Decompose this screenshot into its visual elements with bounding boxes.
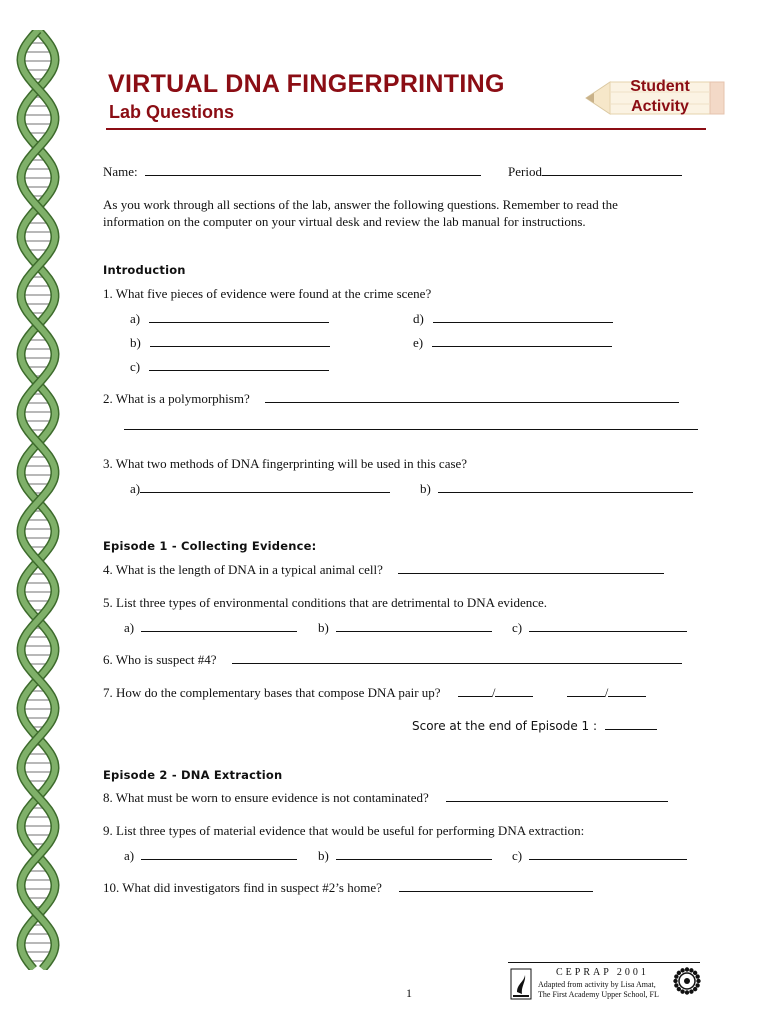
- answer-9c-blank[interactable]: [529, 847, 687, 860]
- answer-3a: a): [130, 480, 390, 497]
- answer-4-blank[interactable]: [398, 561, 664, 574]
- answer-1a-blank[interactable]: [149, 310, 329, 323]
- header-divider: [106, 128, 706, 130]
- question-3: 3. What two methods of DNA fingerprinting will be used in this case?: [103, 456, 468, 471]
- answer-5b: b): [318, 619, 492, 636]
- dna-helix-illustration: [0, 30, 80, 970]
- answer-1e: e): [413, 334, 612, 351]
- answer-3b-blank[interactable]: [438, 480, 693, 493]
- question-7: 7. How do the complementary bases that compose DNA pair up? / /: [103, 684, 646, 701]
- answer-9c: c): [512, 847, 687, 864]
- period-field: [508, 163, 682, 180]
- answer-9a: a): [124, 847, 297, 864]
- answer-5b-blank[interactable]: [336, 619, 492, 632]
- answer-1c: c): [130, 358, 329, 375]
- question-9: 9. List three types of material evidence that would be useful for performing DNA extraction:: [103, 823, 585, 838]
- question-6: 6. Who is suspect #4?: [103, 651, 682, 668]
- answer-5a-blank[interactable]: [141, 619, 297, 632]
- section-heading-episode-2: Episode 2 - DNA Extraction: [103, 768, 283, 782]
- name-label: Name:: [103, 164, 138, 179]
- answer-2-blank-line2[interactable]: [124, 417, 698, 430]
- question-5: 5. List three types of environmental conditions that are detrimental to DNA evidence.: [103, 595, 548, 610]
- question-4: 4. What is the length of DNA in a typical animal cell?: [103, 561, 664, 578]
- answer-9b: b): [318, 847, 492, 864]
- name-blank[interactable]: [145, 163, 481, 176]
- ceprap-logo-icon: [510, 968, 532, 1000]
- section-heading-episode-1: Episode 1 - Collecting Evidence:: [103, 539, 317, 553]
- answer-1b: b): [130, 334, 330, 351]
- answer-1b-blank[interactable]: [150, 334, 330, 347]
- answer-10-blank[interactable]: [399, 879, 593, 892]
- score-episode-1-blank[interactable]: [605, 717, 657, 730]
- answer-1d-blank[interactable]: [433, 310, 613, 323]
- answer-1d: d): [413, 310, 613, 327]
- question-2: 2. What is a polymorphism?: [103, 390, 679, 407]
- question-8: 8. What must be worn to ensure evidence is not contaminated?: [103, 789, 668, 806]
- answer-7-blank-4[interactable]: [608, 684, 646, 697]
- answer-9a-blank[interactable]: [141, 847, 297, 860]
- answer-3a-blank[interactable]: [140, 480, 390, 493]
- instructions-paragraph: As you work through all sections of the lab, answer the following questions. Remember to read the information on the computer on your virtual desk and review the lab manual for instructions.: [103, 197, 618, 229]
- student-activity-badge: [584, 76, 728, 120]
- badge-line-1: Student: [630, 78, 690, 95]
- answer-3b: b): [420, 480, 693, 497]
- footer-credit-line-1: Adapted from activity by Lisa Amat,: [538, 980, 656, 989]
- answer-9b-blank[interactable]: [336, 847, 492, 860]
- answer-7-blank-2[interactable]: [495, 684, 533, 697]
- page-title: VIRTUAL DNA FINGERPRINTING: [108, 70, 505, 98]
- answer-5c-blank[interactable]: [529, 619, 687, 632]
- footer-divider: [508, 962, 700, 963]
- answer-1c-blank[interactable]: [149, 358, 329, 371]
- footer-credit-line-2: The First Academy Upper School, FL: [538, 990, 659, 999]
- score-episode-1: Score at the end of Episode 1 :: [412, 717, 657, 733]
- answer-7-blank-1[interactable]: [458, 684, 492, 697]
- answer-1e-blank[interactable]: [432, 334, 612, 347]
- question-1: 1. What five pieces of evidence were found at the crime scene?: [103, 286, 432, 301]
- answer-2-blank[interactable]: [265, 390, 679, 403]
- name-field: [103, 163, 481, 180]
- answer-5c: c): [512, 619, 687, 636]
- gear-seal-icon: [672, 966, 702, 996]
- answer-7-blank-3[interactable]: [567, 684, 605, 697]
- page-subtitle: Lab Questions: [109, 102, 235, 122]
- page-number: 1: [406, 986, 412, 1000]
- question-10: 10. What did investigators find in suspect #2’s home?: [103, 879, 593, 896]
- period-blank[interactable]: [542, 163, 682, 176]
- period-label: Period: [508, 164, 542, 179]
- answer-5a: a): [124, 619, 297, 636]
- badge-line-2: Activity: [631, 98, 689, 115]
- footer-org: CEPRAP 2001: [556, 967, 649, 978]
- answer-6-blank[interactable]: [232, 651, 682, 664]
- answer-1a: a): [130, 310, 329, 327]
- section-heading-introduction: Introduction: [103, 263, 186, 277]
- answer-8-blank[interactable]: [446, 789, 668, 802]
